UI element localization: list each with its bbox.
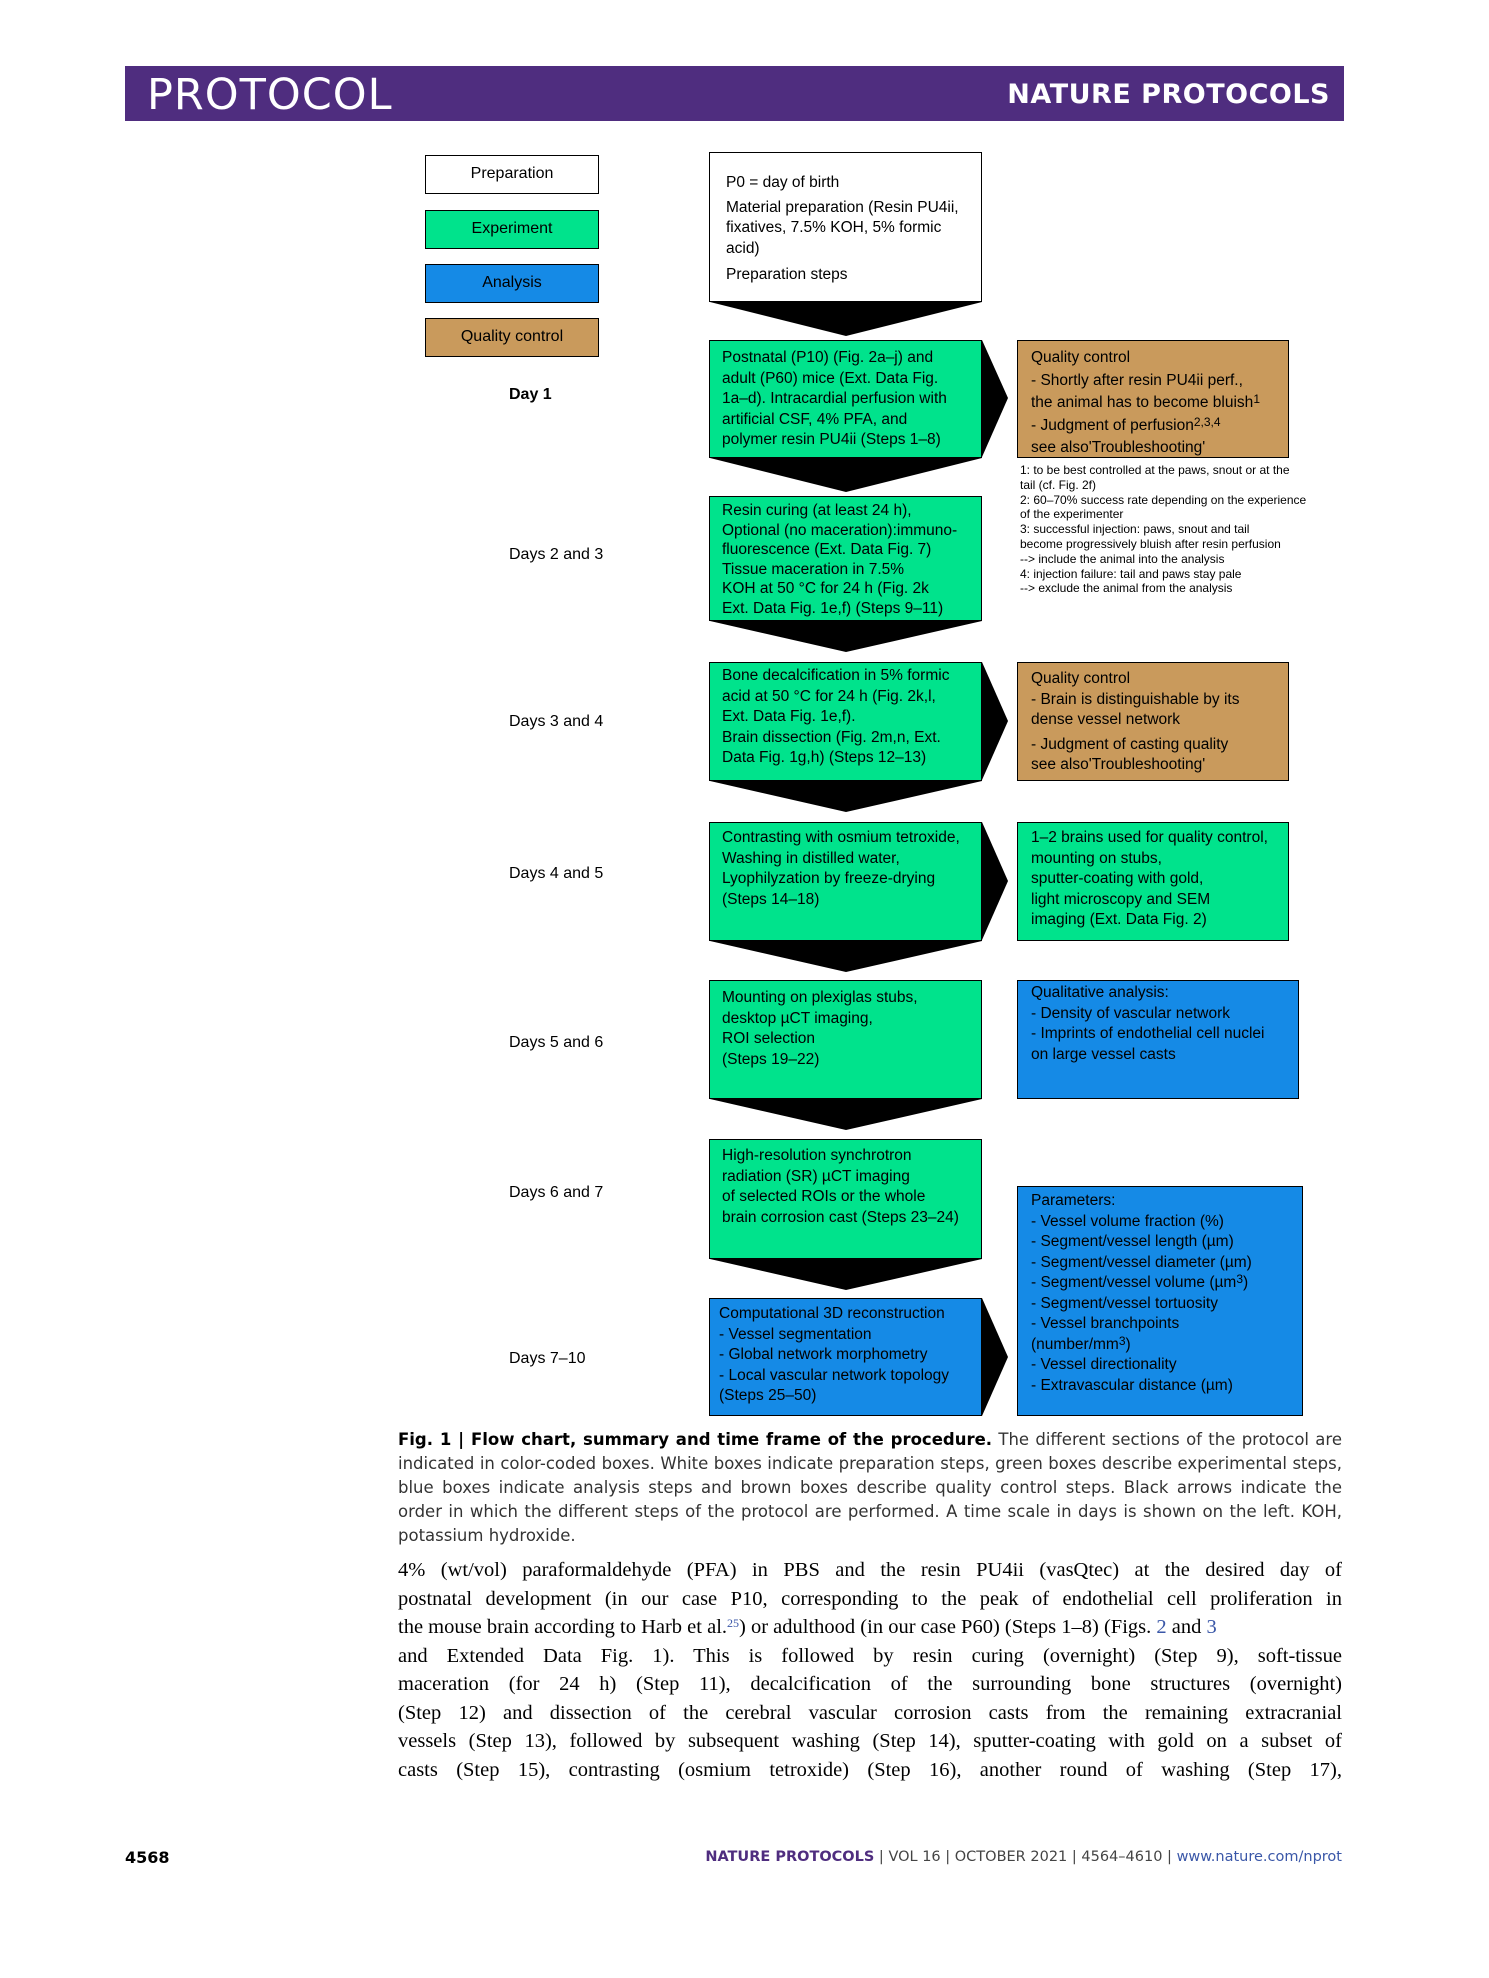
legend-quality-control: Quality control — [425, 318, 599, 357]
step-line: KOH at 50 °C for 24 h (Fig. 2k — [722, 580, 929, 597]
quality-control-box-perfusion — [1017, 340, 1289, 458]
step-line: (Steps 19–22) — [722, 1050, 820, 1068]
qc-line: - Judgment of casting quality — [1031, 735, 1229, 753]
footer-date: OCTOBER 2021 — [954, 1849, 1068, 1865]
superscript: 3 — [1236, 1272, 1244, 1286]
body-line: 4% (wt/vol) paraformaldehyde (PFA) in PBS and the resin PU4ii (vasQtec) at the desired day of — [398, 1559, 1342, 1581]
day-label-2-3: Days 2 and 3 — [509, 546, 604, 563]
qc-text: - Judgment of perfusion — [1031, 416, 1194, 434]
analysis-line: - Imprints of endothelial cell nuclei — [1031, 1025, 1265, 1042]
param-text: (number/mm — [1031, 1335, 1119, 1353]
body-line — [398, 1613, 1342, 1642]
analysis-box-qualitative — [1017, 980, 1299, 1099]
footnote-line: 3: successful injection: paws, snout and tail — [1020, 522, 1250, 537]
legend-preparation: Preparation — [425, 155, 599, 194]
day-label-7-10: Days 7–10 — [509, 1350, 586, 1367]
reference-link[interactable] — [727, 1616, 739, 1638]
step-line: artificial CSF, 4% PFA, and — [722, 410, 908, 428]
prep-line: Preparation steps — [726, 266, 848, 283]
qc-line — [1031, 415, 1288, 438]
step-line: Postnatal (P10) (Fig. 2a–j) and — [722, 349, 934, 366]
param-line: - Vessel branchpoints — [1031, 1315, 1180, 1332]
prep-line: fixatives, 7.5% KOH, 5% formic — [726, 219, 942, 236]
param-text: - Segment/vessel volume (µm — [1031, 1274, 1237, 1291]
step-line: Lyophilyzation by freeze-drying — [722, 870, 936, 887]
down-arrow-step2 — [710, 621, 982, 652]
body-line: and Extended Data Fig. 1). This is followed by resin curing (overnight) (Step 9), soft-tissue — [398, 1644, 1342, 1667]
step-line: Data Fig. 1g,h) (Steps 12–13) — [722, 749, 927, 766]
step-line: polymer resin PU4ii (Steps 1–8) — [722, 431, 941, 448]
footnote-line: --> exclude the animal from the analysis — [1020, 581, 1233, 596]
day-label-5-6: Days 5 and 6 — [509, 1034, 604, 1051]
figure-link-3[interactable]: 3 — [1206, 1616, 1217, 1638]
footnote-line: of the experimenter — [1020, 507, 1124, 522]
qc-line: - Brain is distinguishable by its — [1031, 690, 1240, 708]
prep-line: P0 = day of birth — [726, 174, 840, 191]
step-box-decalcification — [709, 662, 982, 781]
section-label: PROTOCOL — [147, 70, 393, 120]
step-line: (Steps 14–18) — [722, 890, 820, 908]
right-arrow-step7 — [982, 1298, 1008, 1416]
step-line: Bone decalcification in 5% formic — [722, 667, 950, 684]
step-line: adult (P60) mice (Ext. Data Fig. — [722, 369, 939, 387]
step-box-mounting — [709, 980, 982, 1099]
day-label-6-7: Days 6 and 7 — [509, 1184, 604, 1201]
step-line: acid at 50 °C for 24 h (Fig. 2k,l, — [722, 687, 936, 705]
analysis-line: on large vessel casts — [1031, 1045, 1176, 1063]
superscript: 3 — [1118, 1333, 1126, 1348]
page-number: 4568 — [125, 1848, 170, 1867]
footnote-line: --> include the animal into the analysis — [1020, 551, 1225, 566]
param-line — [1031, 1273, 1302, 1294]
step-line: 1a–d). Intracardial perfusion with — [722, 390, 947, 407]
qc-line: light microscopy and SEM — [1031, 890, 1211, 908]
param-line: - Segment/vessel tortuosity — [1031, 1294, 1218, 1312]
caption-title: Fig. 1 | Flow chart, summary and time frame of the procedure. — [398, 1430, 993, 1449]
body-text — [398, 1556, 1342, 1784]
caption-text: The different sections of the protocol are indicated in color-coded boxes. White boxes indicate preparation steps, green boxes describe experimental steps, blue boxes indicate analysis steps and brown boxes describe quality control steps. Black arrows indicate the order in which the different steps of the protocol are performed. A time scale in days is shown on the left. KOH, potassium hydroxide. — [398, 1430, 1342, 1545]
footer-citation: NATURE PROTOCOLS | VOL 16 | OCTOBER 2021 | 4564–4610 | www.nature.com/nprot — [705, 1849, 1342, 1865]
analysis-line: (Steps 25–50) — [719, 1387, 817, 1404]
param-line: - Segment/vessel diameter (µm) — [1031, 1253, 1252, 1271]
footer-volume: VOL 16 — [888, 1849, 941, 1865]
analysis-line: - Vessel segmentation — [719, 1325, 872, 1343]
reference-number: 25 — [727, 1616, 740, 1630]
footnote-line: 2: 60–70% success rate depending on the experience — [1020, 492, 1307, 507]
step-line: Washing in distilled water, — [722, 849, 900, 867]
step-box-perfusion — [709, 340, 982, 458]
step-box-curing-maceration — [709, 496, 982, 621]
step-line: Mounting on plexiglas stubs, — [722, 989, 918, 1006]
step-line: radiation (SR) µCT imaging — [722, 1167, 910, 1185]
footer-journal: NATURE PROTOCOLS — [705, 1849, 875, 1865]
body-line: maceration (for 24 h) (Step 11), decalcification of the surrounding bone structures (overnight) — [398, 1673, 1342, 1695]
step-line: fluorescence (Ext. Data Fig. 7) — [722, 541, 932, 558]
param-line: Parameters: — [1031, 1192, 1116, 1209]
analysis-line: Computational 3D reconstruction — [719, 1305, 945, 1322]
step-line: Resin curing (at least 24 h), — [722, 502, 912, 519]
step-line: Ext. Data Fig. 1e,f). — [722, 708, 856, 725]
step-box-contrasting — [709, 822, 982, 941]
down-arrow-step1 — [710, 458, 982, 492]
param-text: ) — [1243, 1274, 1249, 1291]
prep-line: Material preparation (Resin PU4ii, — [726, 198, 959, 216]
footnote-line: tail (cf. Fig. 2f) — [1020, 477, 1097, 492]
step-line: Optional (no maceration):immuno- — [722, 521, 958, 539]
figure-link-2[interactable]: 2 — [1156, 1616, 1167, 1638]
step-line: Contrasting with osmium tetroxide, — [722, 829, 960, 846]
param-line — [1031, 1335, 1302, 1356]
step-line: Tissue maceration in 7.5% — [722, 560, 905, 578]
param-line: - Vessel volume fraction (%) — [1031, 1212, 1224, 1230]
qc-line: sputter-coating with gold, — [1031, 870, 1204, 887]
body-text-span: ) or adulthood (in our case P60) (Steps 1–8) (Figs. — [739, 1616, 1152, 1638]
footnote-line: 1: to be best controlled at the paws, snout or at the — [1020, 463, 1290, 477]
footnote-line: become progressively bluish after resin perfusion — [1020, 536, 1281, 551]
qc-line: dense vessel network — [1031, 711, 1181, 728]
legend-experiment: Experiment — [425, 210, 599, 249]
footnote-ref: 2,3,4 — [1193, 414, 1221, 429]
body-line: (Step 12) and dissection of the cerebral vascular corrosion casts from the remaining extracranial — [398, 1701, 1342, 1724]
down-arrow-step4 — [710, 941, 982, 972]
body-line: vessels (Step 13), followed by subsequent washing (Step 14), sputter-coating with gold on a subset of — [398, 1730, 1342, 1752]
body-line: postnatal development (in our case P10, corresponding to the peak of endothelial cell proliferation in — [398, 1587, 1342, 1610]
body-text-span: the mouse brain according to Harb et al. — [398, 1616, 728, 1638]
day-label-3-4: Days 3 and 4 — [509, 713, 604, 730]
analysis-line: - Local vascular network topology — [719, 1366, 950, 1384]
step-line: Ext. Data Fig. 1e,f) (Steps 9–11) — [722, 599, 944, 617]
preparation-box — [709, 152, 982, 302]
down-arrow-prep — [710, 302, 982, 336]
qc-text: the animal has to become bluish — [1031, 394, 1254, 411]
quality-control-box-sem — [1017, 822, 1289, 941]
step-line: brain corrosion cast (Steps 23–24) — [722, 1208, 959, 1226]
param-line: - Extravascular distance (µm) — [1031, 1376, 1233, 1394]
footer-pages: 4564–4610 — [1081, 1849, 1163, 1865]
right-arrow-step1 — [982, 340, 1008, 457]
body-text-span — [398, 1613, 1217, 1642]
analysis-line: - Global network morphometry — [719, 1346, 928, 1363]
step-box-synchrotron — [709, 1139, 982, 1259]
qc-line: - Shortly after resin PU4ii perf., — [1031, 371, 1243, 389]
analysis-line: Qualitative analysis: — [1031, 984, 1169, 1001]
down-arrow-step5 — [710, 1099, 982, 1130]
footer-url[interactable]: www.nature.com/nprot — [1176, 1849, 1342, 1865]
legend-analysis: Analysis — [425, 264, 599, 303]
analysis-box-reconstruction — [709, 1298, 982, 1416]
qc-line: see also'Troubleshooting' — [1031, 439, 1206, 456]
param-text: ) — [1125, 1335, 1131, 1353]
param-line: - Segment/vessel length (µm) — [1031, 1233, 1234, 1250]
footnote-line: 4: injection failure: tail and paws stay pale — [1020, 566, 1242, 581]
down-arrow-step6 — [710, 1259, 982, 1290]
figure-caption — [398, 1428, 1342, 1548]
step-line: High-resolution synchrotron — [722, 1147, 912, 1164]
body-line: casts (Step 15), contrasting (osmium tetroxide) (Step 16), another round of washing (Step 17), — [398, 1758, 1342, 1781]
qc-line: Quality control — [1031, 349, 1131, 366]
qc-line: imaging (Ext. Data Fig. 2) — [1031, 911, 1207, 928]
qc-line — [1031, 392, 1288, 415]
quality-control-box-casting — [1017, 662, 1289, 781]
qc-line: mounting on stubs, — [1031, 849, 1162, 867]
prep-line: acid) — [726, 239, 760, 257]
journal-label: NATURE PROTOCOLS — [1007, 79, 1330, 110]
right-arrow-step3 — [982, 662, 1008, 780]
analysis-box-parameters — [1017, 1186, 1303, 1416]
step-line: of selected ROIs or the whole — [722, 1188, 926, 1205]
analysis-line: - Density of vascular network — [1031, 1004, 1230, 1022]
footnote-ref: 1 — [1253, 392, 1260, 406]
right-arrow-step4 — [982, 822, 1008, 940]
qc-line: Quality control — [1031, 670, 1131, 687]
day-label-1: Day 1 — [509, 386, 552, 403]
step-line: desktop µCT imaging, — [722, 1009, 873, 1027]
body-text-span: and — [1171, 1616, 1202, 1638]
qc-line: see also'Troubleshooting' — [1031, 756, 1206, 773]
qc-line: 1–2 brains used for quality control, — [1031, 829, 1268, 846]
step-line: ROI selection — [722, 1030, 816, 1047]
param-line: - Vessel directionality — [1031, 1356, 1177, 1373]
qc-footnotes — [1020, 463, 1306, 596]
day-label-4-5: Days 4 and 5 — [509, 865, 604, 882]
down-arrow-step3 — [710, 781, 982, 812]
step-line: Brain dissection (Fig. 2m,n, Ext. — [722, 728, 941, 746]
